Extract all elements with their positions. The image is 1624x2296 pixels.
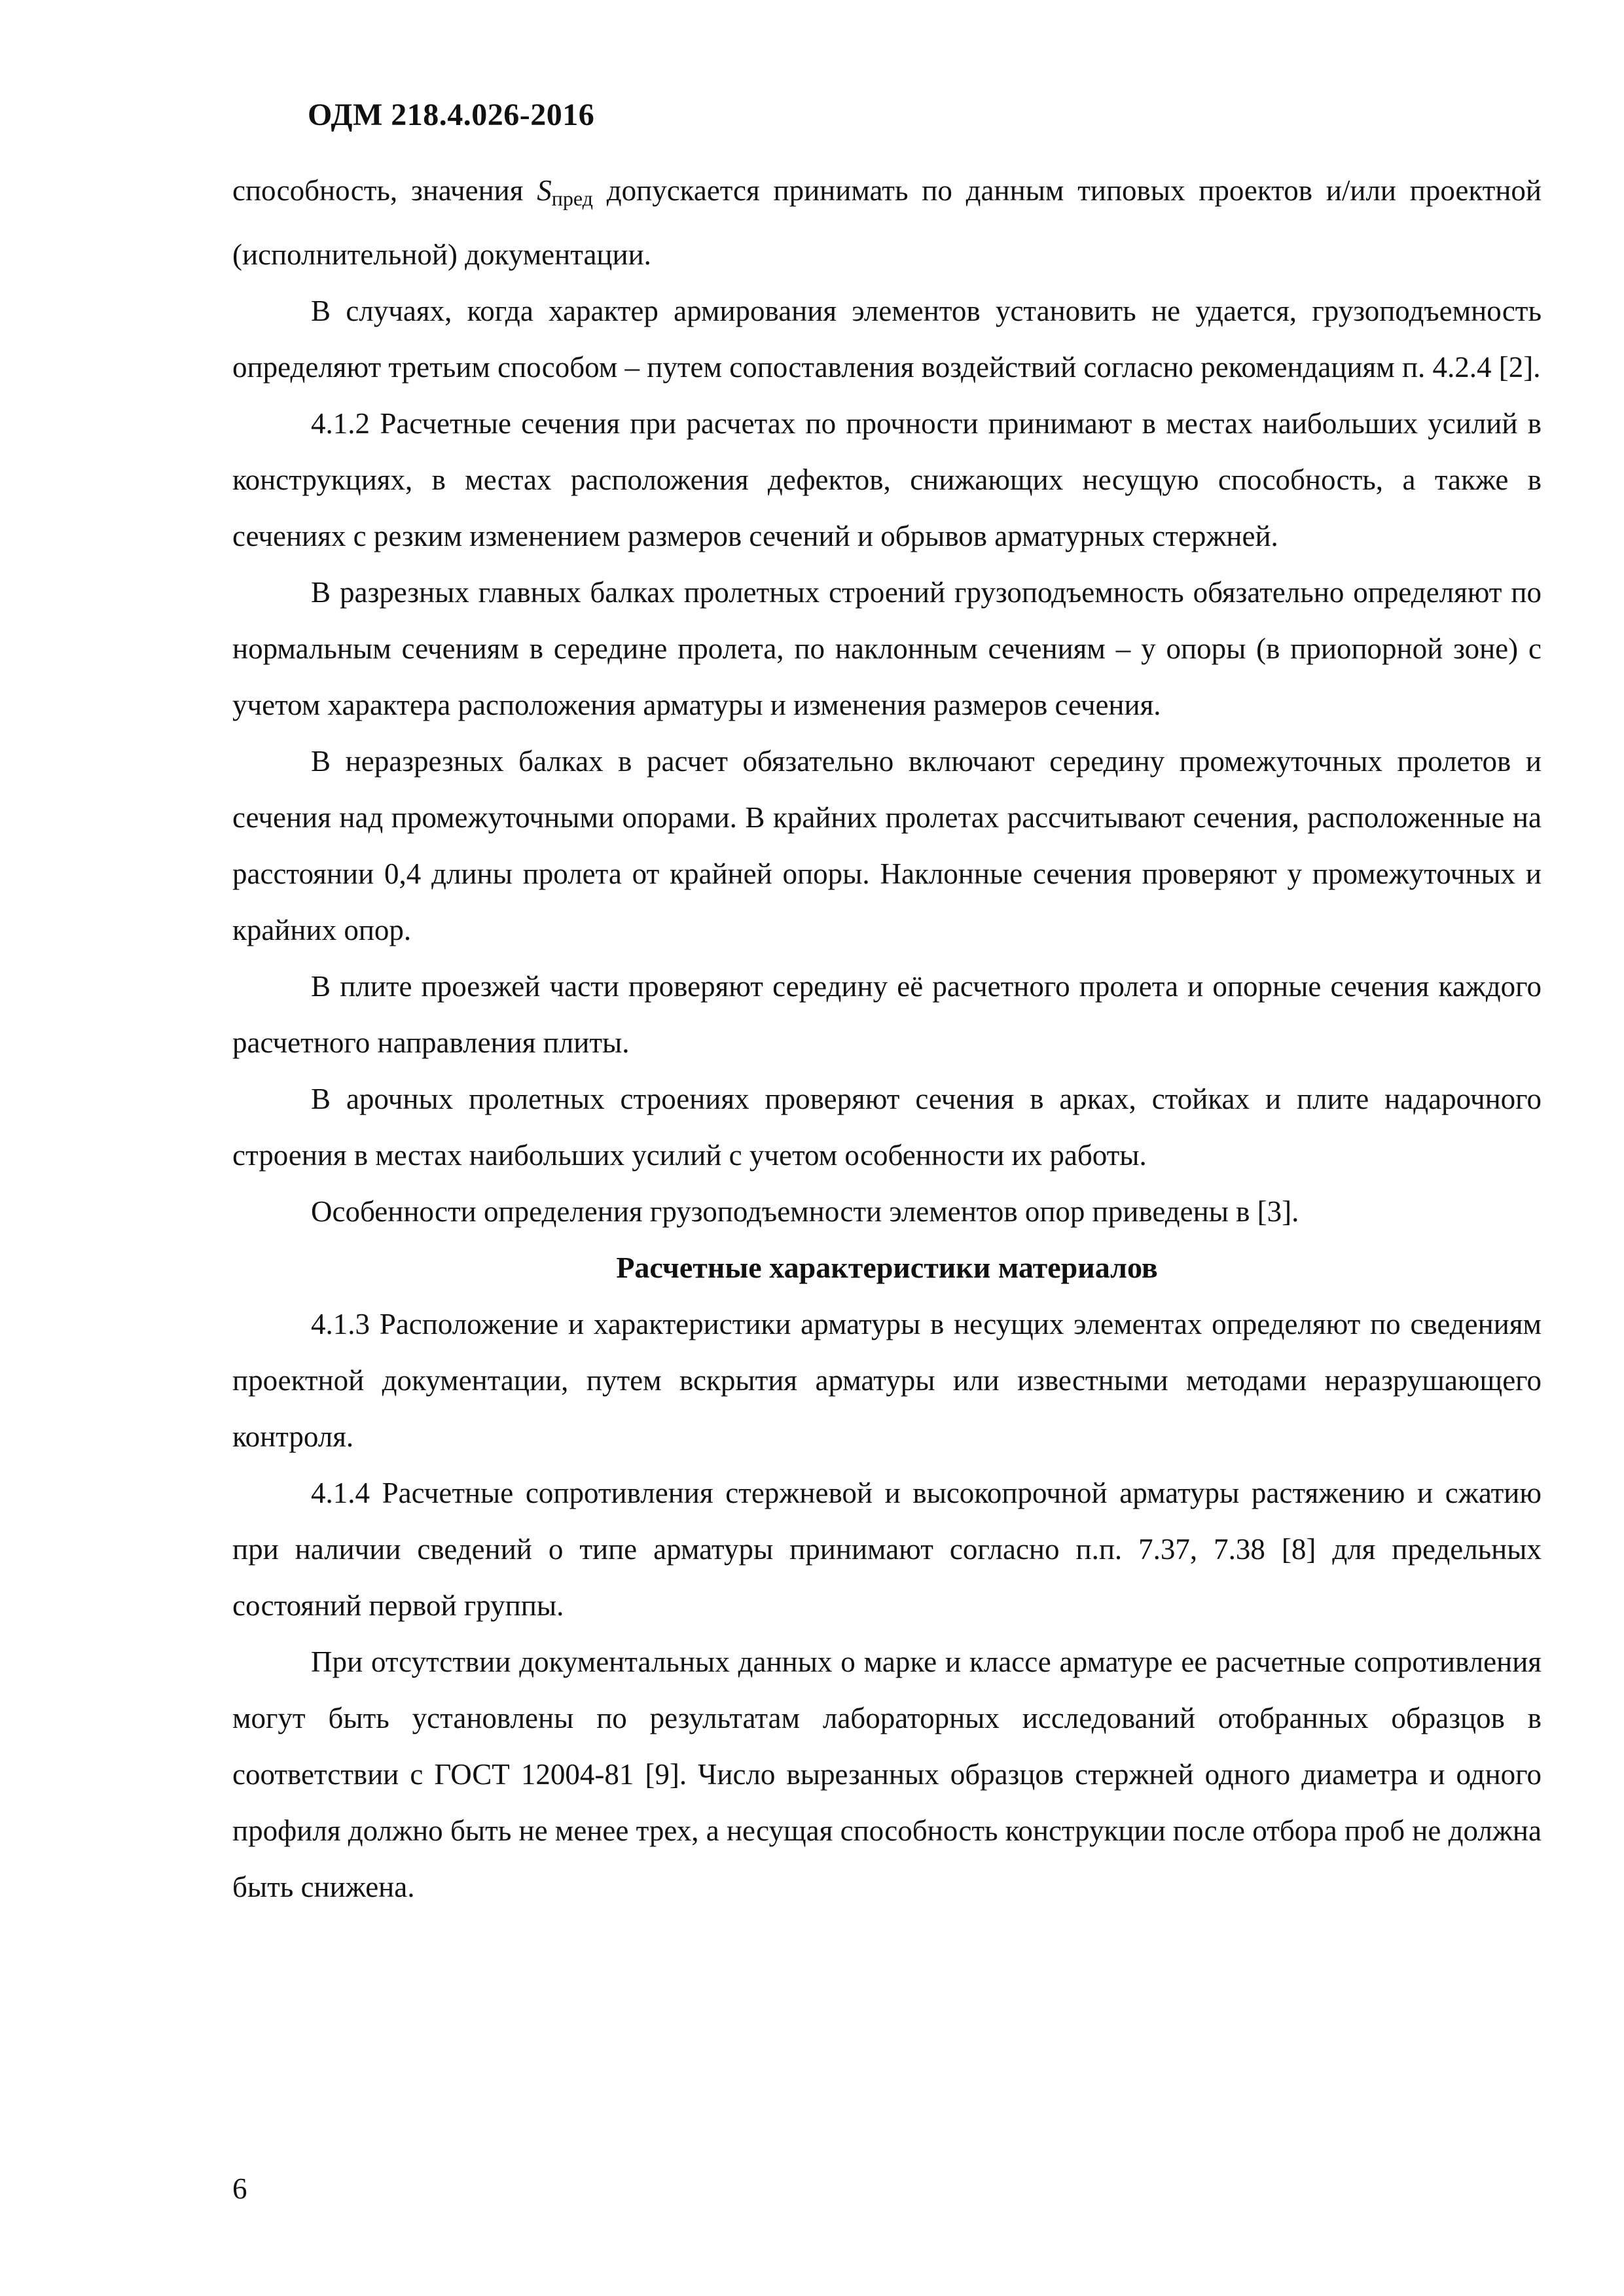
body-text xyxy=(232,162,1542,1915)
paragraph: В разрезных главных балках пролетных строений грузоподъемность обязательно определяют по нормальным сечениям в середине пролета, по наклонным сечениям – у опоры (в приопорной зоне) с учетом характера расположения арматуры и изменения размеров сечения. xyxy=(232,576,1542,721)
paragraph: В плите проезжей части проверяют середину её расчетного пролета и опорные сечения каждого расчетного направления плиты. xyxy=(232,970,1542,1059)
paragraph-4-1-4: 4.1.4 Расчетные сопротивления стержневой и высокопрочной арматуры растяжению и сжатию при наличии сведений о типе арматуры принимают согласно п.п. 7.37, 7.38 [8] для предельных состояний первой группы. xyxy=(232,1477,1542,1622)
subscript-pred: пред xyxy=(551,187,593,210)
paragraph: В неразрезных балках в расчет обязательно включают середину промежуточных пролетов и сечения над промежуточными опорами. В крайних пролетах рассчитывают сечения, расположенные на расстоянии 0,4 длины пролета от крайней опоры. Наклонные сечения проверяют у промежуточных и крайних опор. xyxy=(232,745,1542,946)
page-number: 6 xyxy=(232,2172,247,2205)
paragraph: Особенности определения грузоподъемности элементов опор приведены в [3]. xyxy=(311,1195,1299,1228)
variable-s: S xyxy=(537,174,552,207)
paragraph-4-1-2: 4.1.2 Расчетные сечения при расчетах по прочности принимают в местах наибольших усилий в конструкциях, в местах расположения дефектов, снижающих несущую способность, а также в сечениях с резким изменением размеров сечений и обрывов арматурных стержней. xyxy=(232,407,1542,552)
document-code-header: ОДМ 218.4.026-2016 xyxy=(308,98,595,132)
paragraph-continuation: способность, значения $S_{пред}$ допускается принимать по данным типовых проектов и/или проектной (исполнительной) документации. xyxy=(232,174,1542,271)
paragraph: При отсутствии документальных данных о марке и классе арматуре ее расчетные сопротивления могут быть установлены по результатам лабораторных исследований отобранных образцов в соответствии с ГОСТ 12004-81 [9]. Число вырезанных образцов стержней одного диаметра и одного профиля должно быть не менее трех, а несущая способность конструкции после отбора проб не должна быть снижена. xyxy=(232,1645,1542,1903)
section-heading: Расчетные характеристики материалов xyxy=(616,1251,1158,1284)
paragraph: В случаях, когда характер армирования элементов установить не удается, грузоподъемность определяют третьим способом – путем сопоставления воздействий согласно рекомендациям п. 4.2.4 [2]. xyxy=(232,295,1542,384)
paragraph: В арочных пролетных строениях проверяют сечения в арках, стойках и плите надарочного строения в местах наибольших усилий с учетом особенности их работы. xyxy=(232,1083,1542,1172)
paragraph-4-1-3: 4.1.3 Расположение и характеристики арматуры в несущих элементах определяют по сведениям проектной документации, путем вскрытия арматуры или известными методами неразрушающего контроля. xyxy=(232,1308,1542,1453)
